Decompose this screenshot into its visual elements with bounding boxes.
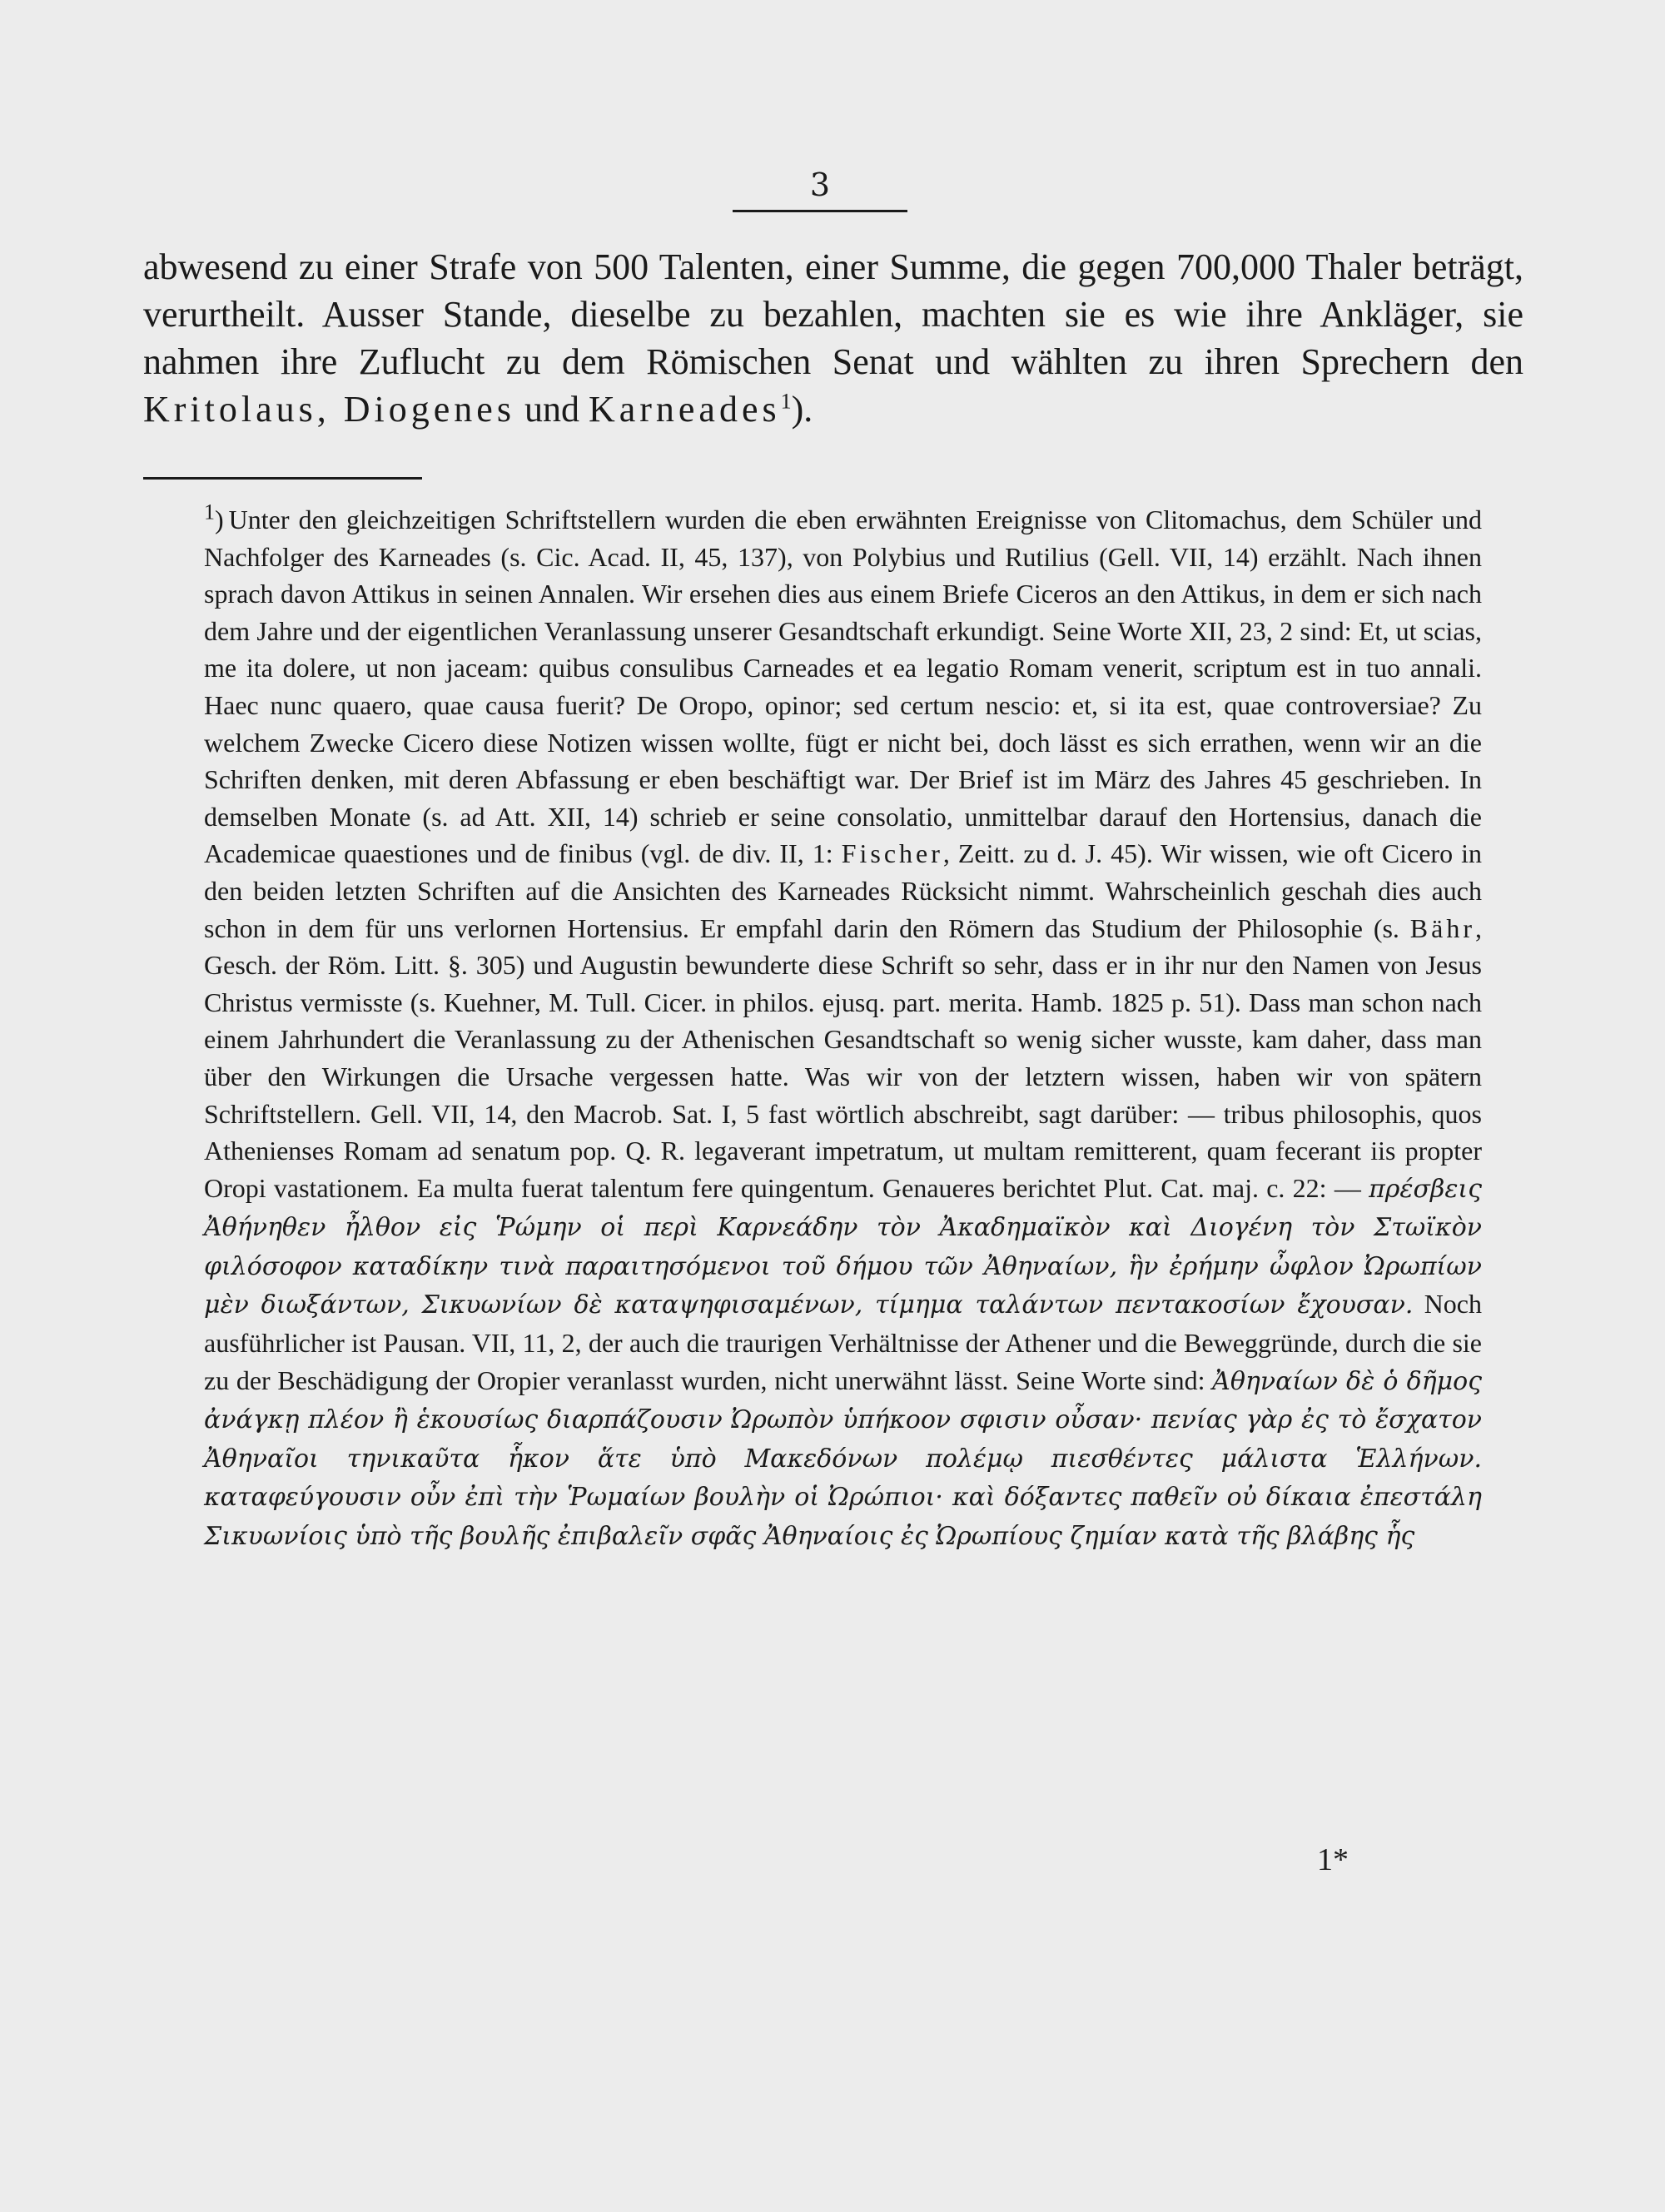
signature-mark: 1* <box>1317 1842 1349 1877</box>
footnote-text-a: Unter den gleichzeitigen Schriftstellern wurden die eben erwähnten Ereignisse von Clitomachus, dem Schüler und Nachfolger des Karneades (s. Cic. Acad. II, 45, 137), von Polybius und Rutilius (Gell. VII, 14) erzählt. Nach ihnen sprach davon Attikus in seinen Annalen. Wir ersehen dies aus einem Briefe Ciceros an den Attikus, in dem er sich nach dem Jahre und der eigentlichen Veranlassung unserer Gesandtschaft erkundigt. Seine Worte XII, 23, 2 sind: Et, ut scias, me ita dolere, ut non jaceam: quibus consulibus Carneades et ea legatio Romam venerit, scriptum est in tuo annali. Haec nunc quaero, quae causa fuerit? De Oropo, opinor; sed certum nescio: et, si ita est, quae controversiae? Zu welchem Zwecke Cicero diese Notizen wissen wollte, fügt er nicht bei, doch lässt es sich errathen, wenn wir an die Schriften denken, mit deren Abfassung er eben beschäftigt war. Der Brief ist im März des Jahres 45 geschrieben. In demselben Monate (s. ad Att. XII, 14) schrieb er seine consolatio, unmittelbar darauf den Hortensius, danach die Academicae quaestiones und de finibus (vgl. de div. II, 1: <box>204 505 1482 869</box>
footnote-marker-paren: ) <box>215 505 224 534</box>
footnote-rule <box>143 477 422 480</box>
person-name-karneades: Karneades <box>588 389 781 430</box>
footnote-text-d: Noch ausführlicher ist Pausan. VII, 11, 2, der auch die traurigen Verhältnisse der Athener und die Beweggründe, durch die sie zu der Beschädigung der Oropier veranlasst wurden, nicht unerwähnt lässt. Seine Worte sind: <box>204 1289 1483 1395</box>
footnote-text-b: , Zeitt. zu d. J. 45). Wir wissen, wie oft Cicero in den beiden letzten Schriften auf die Ansichten des Karneades Rücksicht nimmt. Wahrscheinlich geschah dies auch schon in dem für uns verlornen Hortensius. Er empfahl darin den Römern das Studium der Philosophie (s. <box>204 838 1483 943</box>
main-text-body: abwesend zu einer Strafe von 500 Talenten, einer Summe, die gegen 700,000 Thaler beträgt, verurtheilt. Ausser Stande, dieselbe zu bezahlen, machten sie es wie ihre Ankläger, sie nahmen ihre Zuflucht zu dem Römischen Senat und wählten zu ihren Sprechern den <box>143 246 1523 382</box>
footnote-marker-number: 1 <box>204 500 215 524</box>
footnote-reference: 1 <box>780 389 792 414</box>
footnote <box>204 501 1482 1556</box>
person-names: Kritolaus, Diogenes <box>143 389 515 430</box>
author-fischer: Fischer <box>841 838 943 869</box>
main-text-conjunction: und <box>514 389 589 430</box>
page-number-rule <box>733 210 907 212</box>
greek-quote-pausanias: Ἀθηναίων δὲ ὁ δῆμος ἀνάγκῃ πλέον ἢ ἑκουσίως διαρπάζουσιν Ὠρωπὸν ὑπήκοον σφισιν οὖσαν· πενίας γὰρ ἐς τὸ ἔσχατον Ἀθηναῖοι τηνικαῦτα ἧκον ἅτε ὑπὸ Μακεδόνων πολέμῳ πιεσθέντες μάλιστα Ἑλλήνων. καταφεύγουσιν οὖν ἐπὶ τὴν Ῥωμαίων βουλὴν οἱ Ὠρώπιοι· καὶ δόξαντες παθεῖν οὐ δίκαια ἐπεστάλη Σικυωνίοις ὑπὸ τῆς βουλῆς ἐπιβαλεῖν σφᾶς Ἀθηναίοις ἐς Ὠρωπίους ζημίαν κατὰ τῆς βλάβης ἧς <box>204 1366 1483 1552</box>
footnote-marker <box>204 500 224 534</box>
page-number: 3 <box>809 167 831 203</box>
footnote-text-c: , Gesch. der Röm. Litt. §. 305) und Augustin bewunderte diese Schrift so sehr, dass er in ihr nur den Namen von Jesus Christus vermisste (s. Kuehner, M. Tull. Cicer. in philos. ejusq. part. merita. Hamb. 1825 p. 51). Dass man schon nach einem Jahrhundert die Veranlassung zu der Athenischen Gesandtschaft so wenig sicher wusste, kam daher, dass man über den Wirkungen die Ursache vergessen hatte. Was wir von der letztern wissen, haben wir von spätern Schriftstellern. Gell. VII, 14, den Macrob. Sat. I, 5 fast wörtlich abschreibt, sagt darüber: — tribus philosophis, quos Athenienses Romam ad senatum pop. Q. R. legaverant impetratum, ut multam remitterent, quam fecerant iis propter Oropi vastationem. Ea multa fuerat talentum fere quingentum. Genaueres berichtet Plut. Cat. maj. c. 22: — <box>204 912 1482 1203</box>
author-baehr: Bähr <box>1409 912 1475 943</box>
main-text-end: ). <box>791 389 813 430</box>
greek-quote-plutarch: πρέσβεις Ἀθήνηθεν ἦλθον εἰς Ῥώμην οἱ περὶ Καρνεάδην τὸν Ἀκαδημαϊκὸν καὶ Διογένη τὸν Στωϊκὸν φιλόσοφον καταδίκην τινὰ παραιτησόμενοι τοῦ δήμου τῶν Ἀθηναίων, ἣν ἐρήμην ὦφλον Ὠρωπίων μὲν διωξάντων, Σικυωνίων δὲ καταψηφισαμένων, τίμημα ταλάντων πεντακοσίων ἔχουσαν. <box>204 1174 1482 1320</box>
main-text <box>143 243 1523 433</box>
